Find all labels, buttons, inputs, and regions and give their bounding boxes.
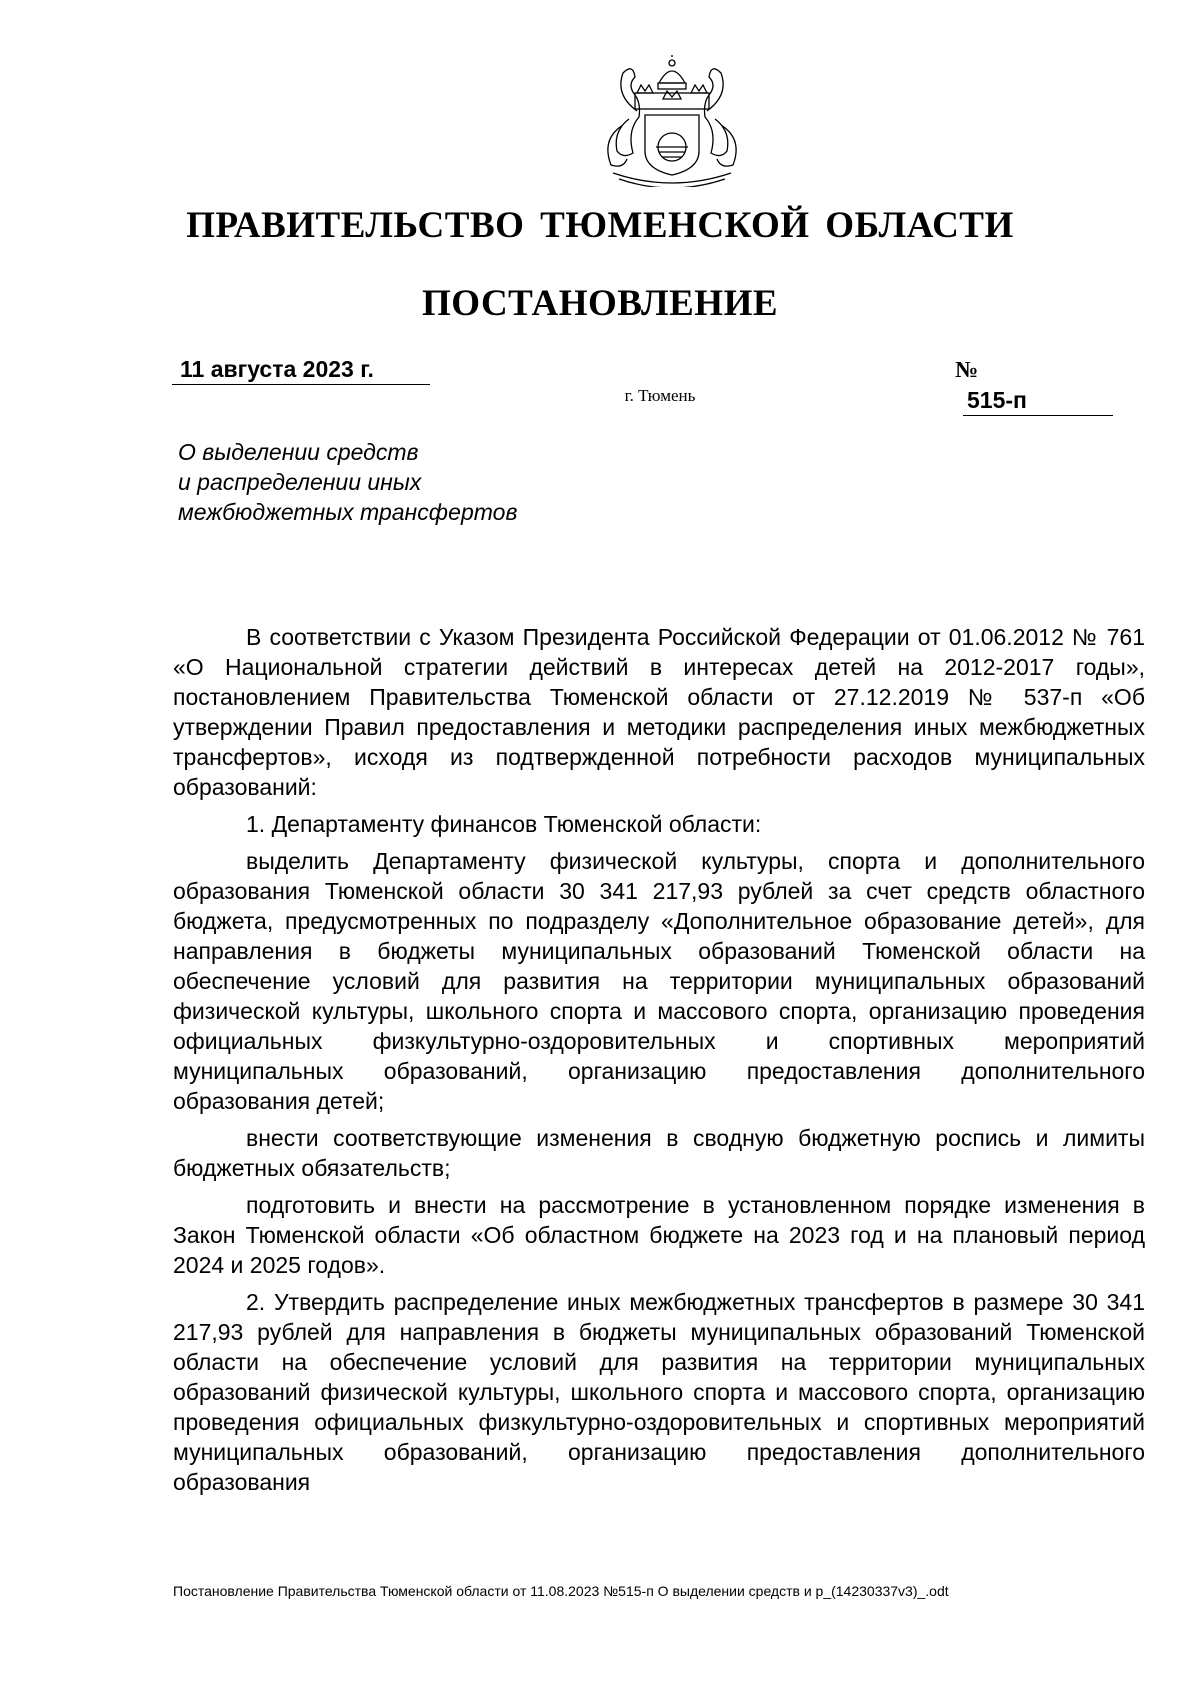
subject-line: межбюджетных трансфертов bbox=[178, 499, 518, 525]
paragraph-item-2: 2. Утвердить распределение иных межбюджетных трансфертов в размере 30 341 217,93 рублей для направления в бюджеты муниципальных образований Тюменской области на обеспечение условий для развития на территории муниципальных образований физической культуры, школьного спорта и массового спорта, организацию проведения официальных физкультурно-оздоровительных и спортивных мероприятий муниципальных образований, организацию предоставления дополнительного образования bbox=[173, 1289, 1145, 1495]
page-footer: Постановление Правительства Тюменской области от 11.08.2023 №515-п О выделении средств и р_(14230337v3)_.odt bbox=[173, 1583, 949, 1599]
document-type: ПОСТАНОВЛЕНИЕ bbox=[421, 283, 779, 324]
paragraph-prepare-law: подготовить и внести на рассмотрение в установленном порядке изменения в Закон Тюменской области «Об областном бюджете на 2023 год и на плановый период 2024 и 2025 годов». bbox=[173, 1192, 1145, 1278]
subject-line: и распределении иных bbox=[178, 469, 422, 495]
government-title: ПРАВИТЕЛЬСТВО ТЮМЕНСКОЙ ОБЛАСТИ bbox=[186, 205, 1014, 246]
paragraph-allocate: выделить Департаменту физической культуры, спорта и дополнительного образования Тюменской области 30 341 217,93 рублей за счет средств областного бюджета, предусмотренных по подразделу «Дополнительное образование детей», для направления в бюджеты муниципальных образований Тюменской области на обеспечение условий для развития на территории муниципальных образований физической культуры, школьного спорта и массового спорта, организацию проведения официальных физкультурно-оздоровительных и спортивных мероприятий муниципальных образований, организацию предоставления дополнительного образования детей; bbox=[173, 848, 1145, 1114]
paragraph-preamble: В соответствии с Указом Президента Российской Федерации от 01.06.2012 № 761 «О Национальной стратегии действий в интересах детей на 2012-2017 годы», постановлением Правительства Тюменской области от 27.12.2019 № 537-п «Об утверждении Правил предоставления и методики распределения иных межбюджетных трансфертов», исходя из подтвержденной потребности расходов муниципальных образований: bbox=[173, 624, 1145, 800]
paragraph-amend-budget: внести соответствующие изменения в сводную бюджетную роспись и лимиты бюджетных обязательств; bbox=[173, 1125, 1145, 1181]
number-value: 515-п bbox=[963, 385, 1113, 416]
document-body bbox=[173, 622, 1145, 1497]
subject-line: О выделении средств bbox=[178, 439, 419, 465]
coat-of-arms-icon bbox=[593, 55, 751, 187]
document-number bbox=[955, 354, 1135, 416]
city: г. Тюмень bbox=[624, 386, 696, 405]
paragraph-item-1: 1. Департаменту финансов Тюменской области: bbox=[246, 811, 762, 837]
number-sign: № bbox=[955, 357, 979, 382]
document-subject bbox=[178, 437, 517, 527]
document-date: 11 августа 2023 г. bbox=[172, 354, 430, 385]
